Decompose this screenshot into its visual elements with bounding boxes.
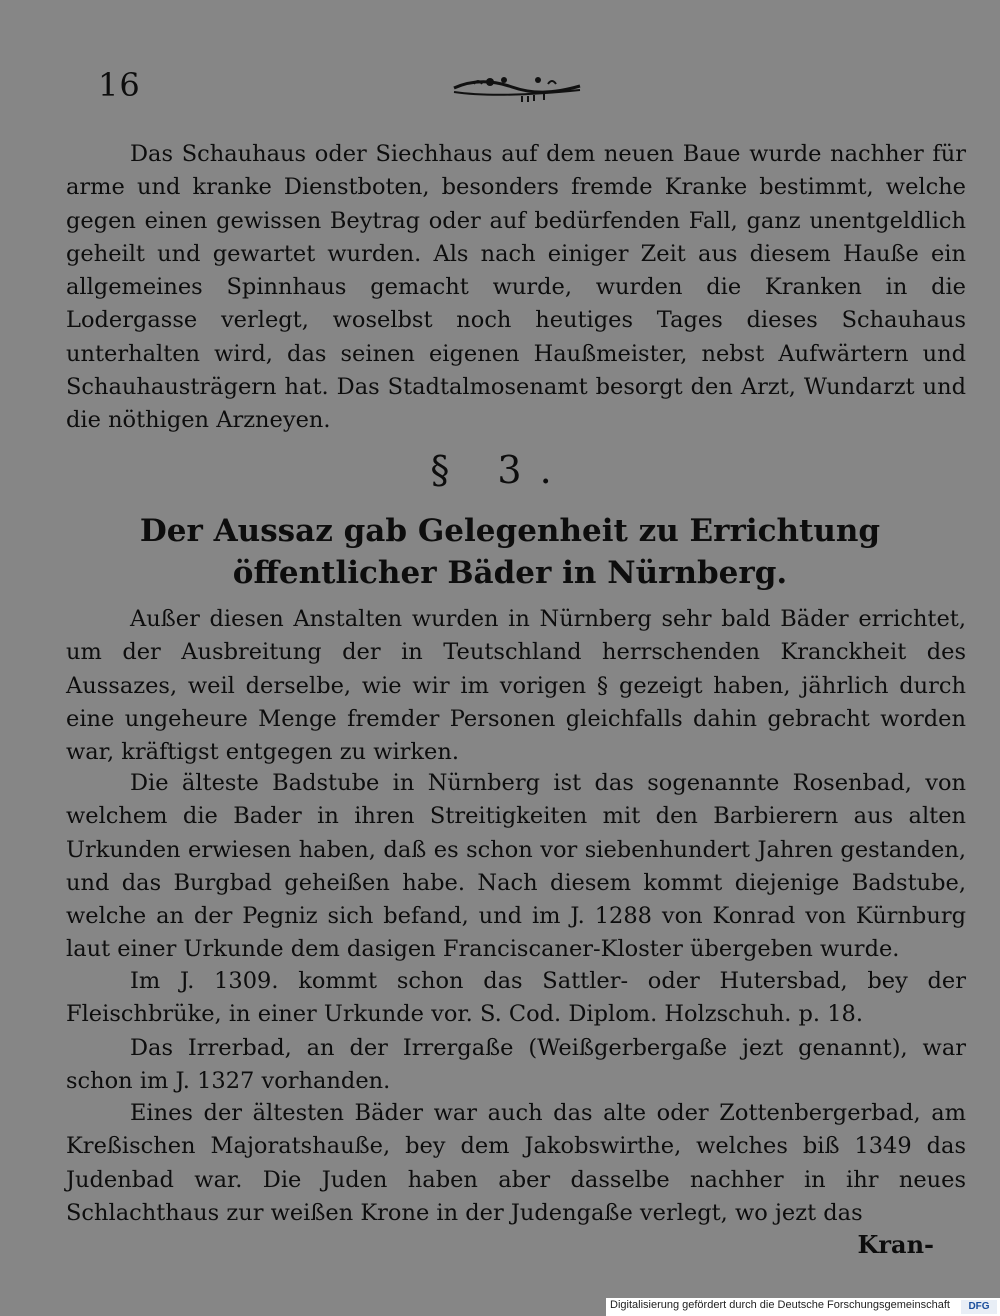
dfg-logo: DFG: [961, 1300, 997, 1314]
paragraph: Die älteste Badstube in Nürnberg ist das sogenannte Rosenbad, von welchem die Bader in ihren Streitigkeiten mit den Barbierern aus alten Urkunden erwiesen haben, daß es schon vor siebenhundert Jahren gestanden, und das Burgbad geheißen habe. Nach diesem kommt diejenige Badstube, welche an der Pegniz sich befand, und im J. 1288 von Konrad von Kürnburg laut einer Urkunde dem dasigen Franciscaner-Kloster übergeben wurde.: [66, 770, 966, 963]
page-number: 16: [98, 66, 141, 104]
paragraph: Außer diesen Anstalten wurden in Nürnberg sehr bald Bäder errichtet, um der Ausbreitung der in Teutschland herrschenden Kranckheit des Aussazes, weil derselbe, wie wir im vorigen § gezeigt haben, jährlich durch eine ungeheure Menge fremder Personen gleichfalls dahin gebracht worden war, kräftigst entgegen zu wirken.: [66, 606, 966, 766]
paragraph: Eines der ältesten Bäder war auch das alte oder Zottenbergerbad, am Kreßischen Majoratshauße, bey dem Jakobswirthe, welches biß 1349 das Judenbad war. Die Juden haben aber dasselbe nachher in ihr neues Schlachthaus zur weißen Krone in der Judengaße verlegt, wo jezt das: [66, 1100, 966, 1226]
catchword: Kran-: [857, 1230, 934, 1259]
funding-credit: Digitalisierung gefördert durch die Deutsche Forschungsgemeinschaft: [610, 1299, 950, 1311]
paragraph: Das Schauhaus oder Siechhaus auf dem neuen Baue wurde nachher für arme und kranke Dienstboten, besonders fremde Kranke bestimmt, welche gegen einen gewissen Beytrag oder auf bedürfenden Fall, ganz unentgeldlich geheilt und gewartet wurden. Als nach einiger Zeit aus diesem Hauße ein allgemeines Spinnhaus gemacht wurde, wurden die Kranken in die Lodergasse verlegt, woselbst noch heutiges Tages dieses Schauhaus unterhalten wird, das seinen eigenen Haußmeister, nebst Aufwärtern und Schauhausträgern hat. Das Stadtalmosenamt besorgt den Arzt, Wundarzt und die nöthigen Arzneyen.: [66, 141, 966, 434]
paragraph: Das Irrerbad, an der Irrergaße (Weißgerbergaße jezt genannt), war schon im J. 1327 vorhanden.: [66, 1035, 966, 1095]
section-mark: § 3.: [430, 448, 570, 492]
paragraph: Im J. 1309. kommt schon das Sattler- oder Hutersbad, bey der Fleischbrüke, in einer Urkunde vor. S. Cod. Diplom. Holzschuh. p. 18.: [66, 968, 966, 1028]
section-heading: Der Aussaz gab Gelegenheit zu Errichtung öffentlicher Bäder in Nürnberg.: [139, 513, 881, 591]
floral-vignette-icon: [452, 70, 582, 104]
